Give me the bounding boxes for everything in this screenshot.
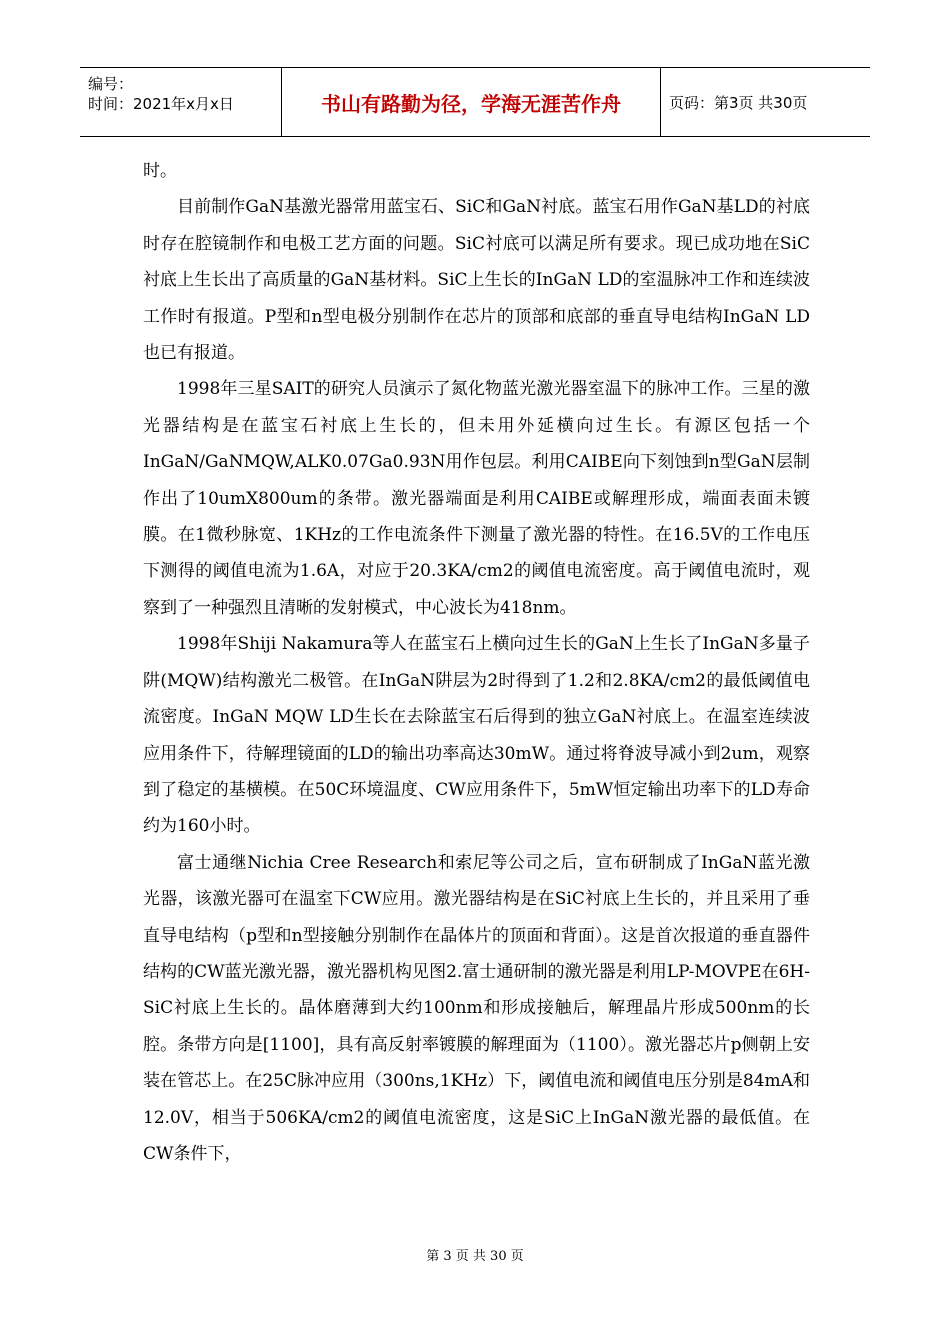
paragraph-substrates: 目前制作GaN基激光器常用蓝宝石、SiC和GaN衬底。蓝宝石用作GaN基LD的衬底时存在腔镜制作和电极工艺方面的问题。SiC衬底可以满足所有要求。现已成功地在SiC衬底上生长出了高质量的GaN基材料。SiC上生长的InGaN LD的室温脉冲工作和连续波工作时有报道。P型和n型电极分别制作在芯片的顶部和底部的垂直导电结构InGaN LD也已有报道。	[143, 197, 810, 364]
page-footer: 第 3 页 共 30 页	[426, 1249, 524, 1264]
header-meta	[80, 68, 282, 136]
paragraph-nakamura: 1998年Shiji Nakamura等人在蓝宝石上横向过生长的GaN上生长了InGaN多量子阱(MQW)结构激光二极管。在InGaN阱层为2时得到了1.2和2.8KA/cm2的最低阈值电流密度。InGaN MQW LD生长在去除蓝宝石后得到的独立GaN衬底上。在温室连续波应用条件下，待解理镜面的LD的输出功率高达30mW。通过将脊波导减小到2um，观察到了稳定的基横模。在50C环境温度、CW应用条件下，5mW恒定输出功率下的LD寿命约为160小时。	[143, 634, 810, 837]
page-header	[80, 67, 870, 137]
header-page-code: 页码：第3页 共30页	[669, 93, 808, 112]
document-body	[143, 153, 810, 1172]
header-motto: 书山有路勤为径，学海无涯苦作舟	[282, 68, 661, 136]
paragraph-samsung: 1998年三星SAIT的研究人员演示了氮化物蓝光激光器室温下的脉冲工作。三星的激光器结构是在蓝宝石衬底上生长的，但未用外延横向过生长。有源区包括一个InGaN/GaNMQW,ALK0.07Ga0.93N用作包层。利用CAIBE向下刻蚀到n型GaN层制作出了10umX800um的条带。激光器端面是利用CAIBE或解理形成，端面表面未镀膜。在1微秒脉宽、1KHz的工作电流条件下测量了激光器的特性。在16.5V的工作电压下测得的阈值电流为1.6A，对应于20.3KA/cm2的阈值电流密度。高于阈值电流时，观察到了一种强烈且清晰的发射模式，中心波长为418nm。	[143, 379, 810, 618]
paragraph-fujitsu: 富士通继Nichia Cree Research和索尼等公司之后，宣布研制成了InGaN蓝光激光器，该激光器可在温室下CW应用。激光器结构是在SiC衬底上生长的，并且采用了垂直导电结构（p型和n型接触分别制作在晶体片的顶面和背面）。这是首次报道的垂直器件结构的CW蓝光激光器，激光器机构见图2.富士通研制的激光器是利用LP-MOVPE在6H-SiC衬底上生长的。晶体磨薄到大约100nm和形成接触后，解理晶片形成500nm的长腔。条带方向是[1100]，具有高反射率镀膜的解理面为（1100）。激光器芯片p侧朝上安装在管芯上。在25C脉冲应用（300ns,1KHz）下，阈值电流和阈值电压分别是84mA和12.0V，相当于506KA/cm2的阈值电流密度，这是SiC上InGaN激光器的最低值。在CW条件下，	[143, 852, 810, 1164]
header-number: 编号：	[88, 75, 134, 93]
paragraph-continuation: 时。	[143, 161, 177, 181]
header-time: 时间：2021年x月x日	[88, 95, 234, 113]
